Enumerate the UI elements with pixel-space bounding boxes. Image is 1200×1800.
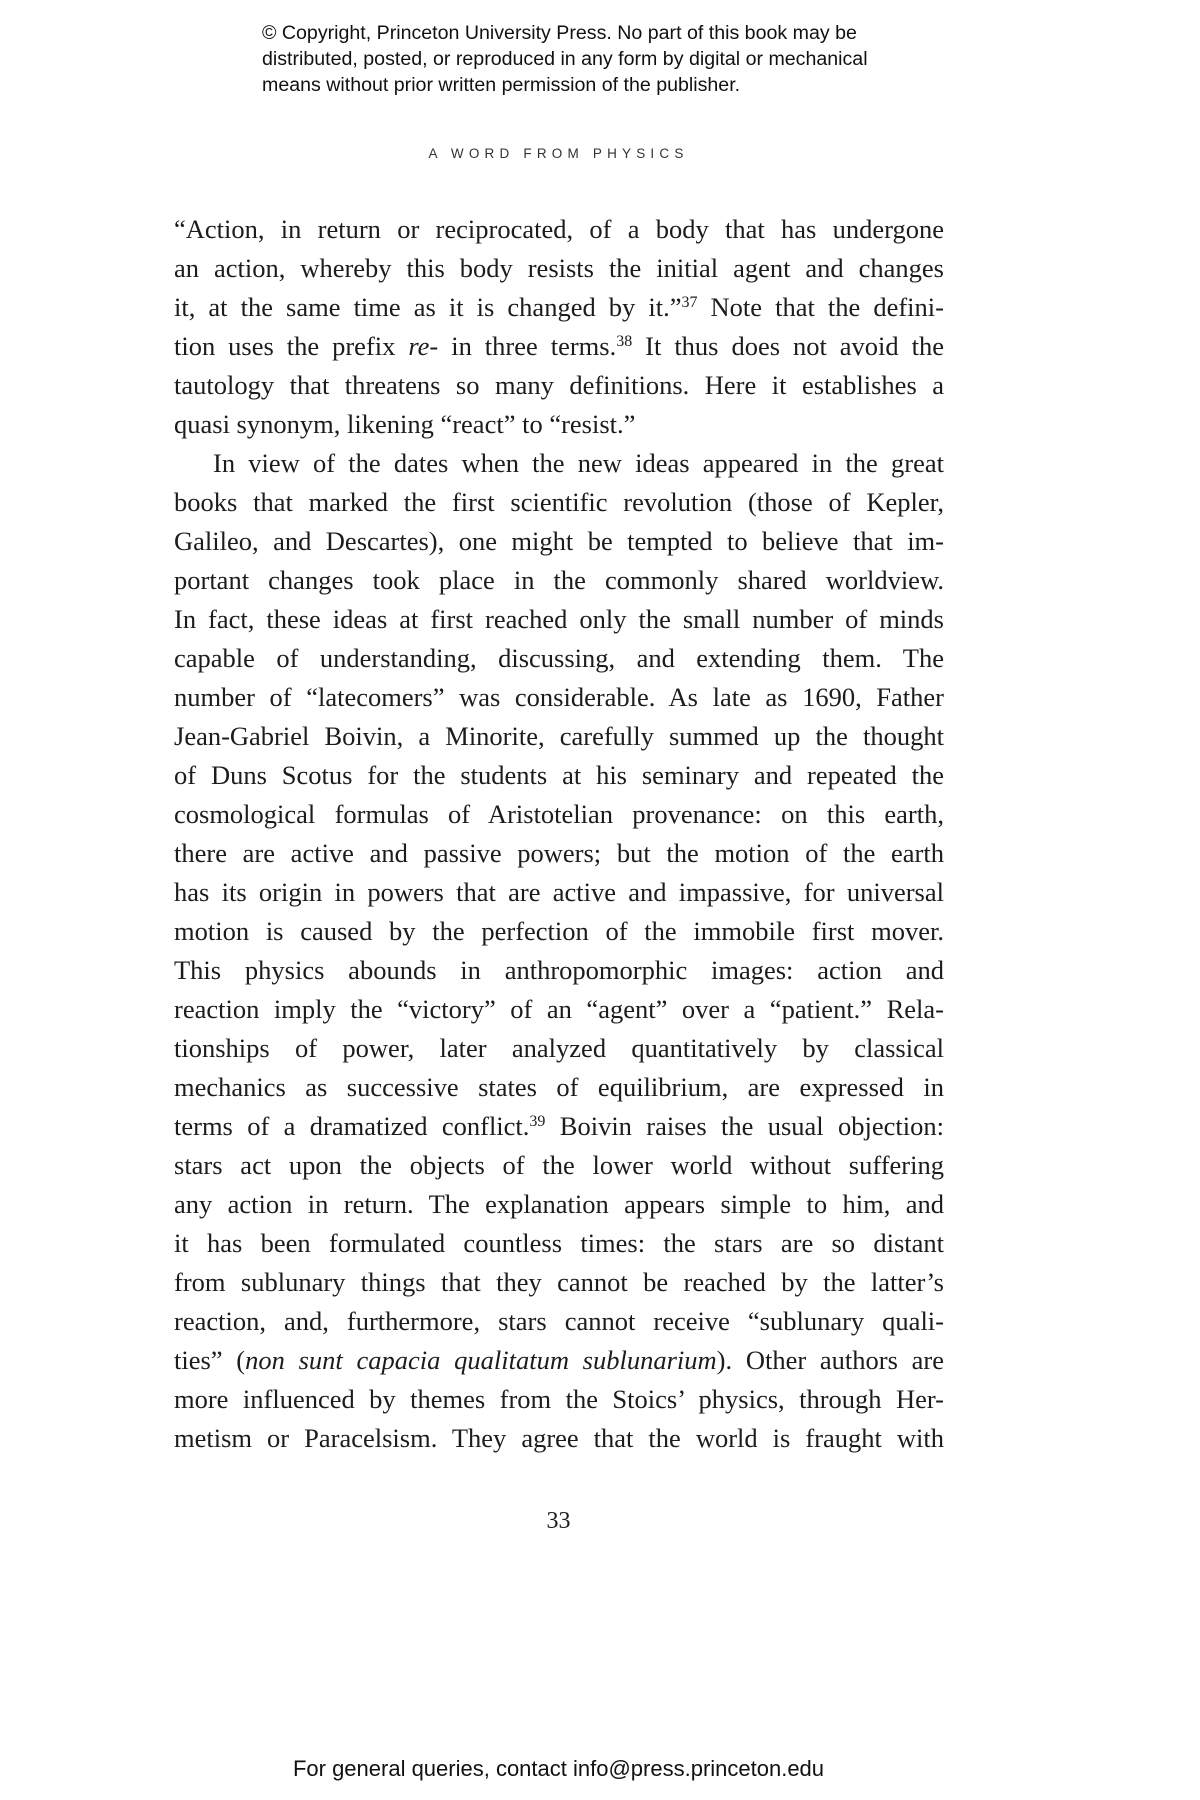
text-line: books that marked the first scientific revolution (those of Kepler, bbox=[174, 487, 944, 517]
text-line: stars act upon the objects of the lower world without suffering bbox=[174, 1150, 944, 1180]
text-line: metism or Paracelsism. They agree that the world is fraught with bbox=[174, 1423, 944, 1453]
text-line: it has been formulated countless times: the stars are so distant bbox=[174, 1228, 944, 1258]
text-line bbox=[174, 327, 944, 366]
text-run: Note that the defini- bbox=[697, 292, 944, 322]
body-text bbox=[174, 210, 944, 1458]
text-line: more influenced by themes from the Stoics’ physics, through Her- bbox=[174, 1384, 944, 1414]
text-line: Galileo, and Descartes), one might be tempted to believe that im- bbox=[174, 526, 944, 556]
text-line: “Action, in return or reciprocated, of a body that has undergone bbox=[174, 214, 944, 244]
text-run: it, at the same time as it is changed by it.” bbox=[174, 292, 682, 322]
text-line: reaction, and, furthermore, stars cannot receive “sublunary quali- bbox=[174, 1306, 944, 1336]
text-line: motion is caused by the perfection of the immobile first mover. bbox=[174, 916, 944, 946]
page-number: 33 bbox=[546, 1508, 571, 1534]
text-line: any action in return. The explanation appears simple to him, and bbox=[174, 1189, 944, 1219]
text-line: reaction imply the “victory” of an “agent” over a “patient.” Rela- bbox=[174, 994, 944, 1024]
text-line: quasi synonym, likening “react” to “resist.” bbox=[174, 409, 636, 439]
text-run: terms of a dramatized conflict. bbox=[174, 1111, 530, 1141]
text-run: It thus does not avoid the bbox=[632, 331, 945, 361]
text-line bbox=[174, 1107, 944, 1146]
text-run: ). Other authors are bbox=[716, 1345, 944, 1375]
italic-text: non sunt capacia qualitatum sublunarium bbox=[245, 1345, 717, 1375]
text-run: ties” ( bbox=[174, 1345, 246, 1375]
text-line: tautology that threatens so many definitions. Here it establishes a bbox=[174, 370, 944, 400]
text-line bbox=[174, 288, 944, 327]
footnote-ref-38: 38 bbox=[616, 333, 633, 351]
text-line: tionships of power, later analyzed quantitatively by classical bbox=[174, 1033, 944, 1063]
text-line: an action, whereby this body resists the initial agent and changes bbox=[174, 253, 944, 283]
text-line: from sublunary things that they cannot be reached by the latter’s bbox=[174, 1267, 944, 1297]
text-line: In fact, these ideas at first reached only the small number of minds bbox=[174, 604, 944, 634]
text-run: tion uses the prefix bbox=[174, 331, 409, 361]
text-line: portant changes took place in the commonly shared worldview. bbox=[174, 565, 944, 595]
text-line: there are active and passive powers; but the motion of the earth bbox=[174, 838, 944, 868]
text-line: of Duns Scotus for the students at his seminary and repeated the bbox=[174, 760, 944, 790]
text-line: number of “latecomers” was considerable. As late as 1690, Father bbox=[174, 682, 944, 712]
text-line: cosmological formulas of Aristotelian provenance: on this earth, bbox=[174, 799, 944, 829]
text-run: Boivin raises the usual objection: bbox=[545, 1111, 944, 1141]
italic-text: re- bbox=[408, 331, 439, 361]
text-line: capable of understanding, discussing, and extending them. The bbox=[174, 643, 944, 673]
text-run: in three terms. bbox=[438, 331, 617, 361]
text-line: has its origin in powers that are active and impassive, for universal bbox=[174, 877, 944, 907]
text-line bbox=[174, 1341, 944, 1380]
copyright-line: means without prior written permission of the publisher. bbox=[262, 74, 741, 96]
text-line: In view of the dates when the new ideas appeared in the great bbox=[213, 448, 944, 478]
text-line: This physics abounds in anthropomorphic images: action and bbox=[174, 955, 944, 985]
paragraph bbox=[174, 444, 944, 1458]
copyright-line: © Copyright, Princeton University Press. No part of this book may be bbox=[262, 22, 857, 44]
copyright-line: distributed, posted, or reproduced in any form by digital or mechanical bbox=[262, 48, 868, 70]
footnote-ref-37: 37 bbox=[681, 294, 698, 312]
footer-contact: For general queries, contact info@press.princeton.edu bbox=[292, 1756, 825, 1781]
copyright-notice bbox=[262, 20, 982, 98]
text-line: mechanics as successive states of equilibrium, are expressed in bbox=[174, 1072, 944, 1102]
text-line: Jean-Gabriel Boivin, a Minorite, carefully summed up the thought bbox=[174, 721, 944, 751]
paragraph bbox=[174, 210, 944, 444]
running-head: A WORD FROM PHYSICS bbox=[428, 146, 689, 161]
footnote-ref-39: 39 bbox=[529, 1113, 546, 1131]
